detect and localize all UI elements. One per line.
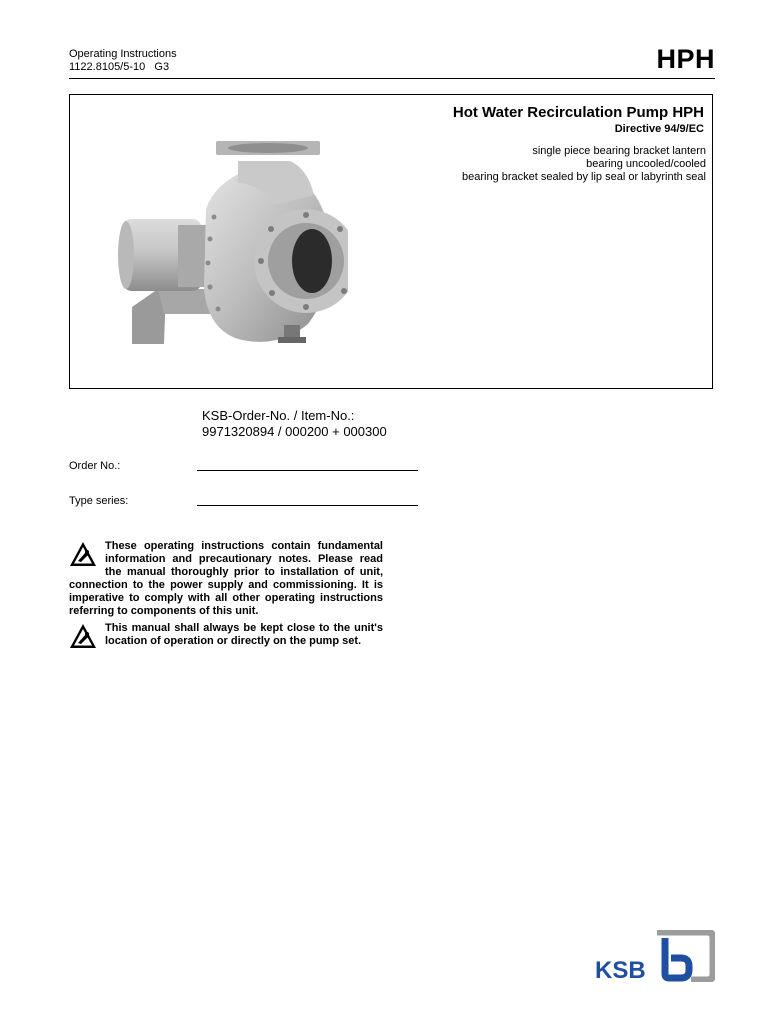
product-title: Hot Water Recirculation Pump HPH — [452, 104, 704, 121]
pump-illustration — [118, 139, 348, 359]
product-panel — [69, 94, 713, 389]
order-info-label: KSB-Order-No. / Item-No.: — [202, 408, 355, 423]
document-header-info — [69, 48, 177, 74]
order-no-label: Order No.: — [69, 460, 121, 472]
product-directive: Directive 94/9/EC — [614, 123, 704, 135]
type-series-label: Type series: — [69, 495, 129, 507]
document-type: Operating Instructions — [69, 48, 177, 60]
product-features — [462, 145, 706, 184]
order-info-value: 9971320894 / 000200 + 000300 — [202, 424, 387, 439]
feature-item: bearing bracket sealed by lip seal or labyrinth seal — [462, 171, 706, 183]
order-no-input-line[interactable] — [197, 470, 418, 471]
feature-item: single piece bearing bracket lantern — [532, 145, 706, 157]
document-number: 1122.8105/5-10 G3 — [69, 61, 170, 73]
ksb-logo-text: KSB — [595, 957, 646, 982]
warning-triangle-icon — [69, 623, 97, 649]
feature-item: bearing uncooled/cooled — [586, 158, 706, 170]
ksb-logo — [595, 930, 715, 982]
warning-text: This manual shall always be kept close to the unit's location of operation or directly on the pump set. — [105, 622, 383, 647]
type-series-input-line[interactable] — [197, 505, 418, 506]
order-info — [202, 408, 387, 440]
product-code-title: HPH — [656, 44, 715, 74]
warning-note — [69, 622, 383, 649]
warning-note — [69, 540, 383, 618]
warning-triangle-icon — [69, 541, 97, 567]
warning-text: These operating instructions contain fundamental information and precautionary notes. Please read the manual thoroughly prior to installation of unit, connection to the power supply and commissioning. It is imperative to comply with all other operating instructions referring to components of this unit. — [69, 540, 383, 617]
header-divider — [69, 78, 715, 79]
